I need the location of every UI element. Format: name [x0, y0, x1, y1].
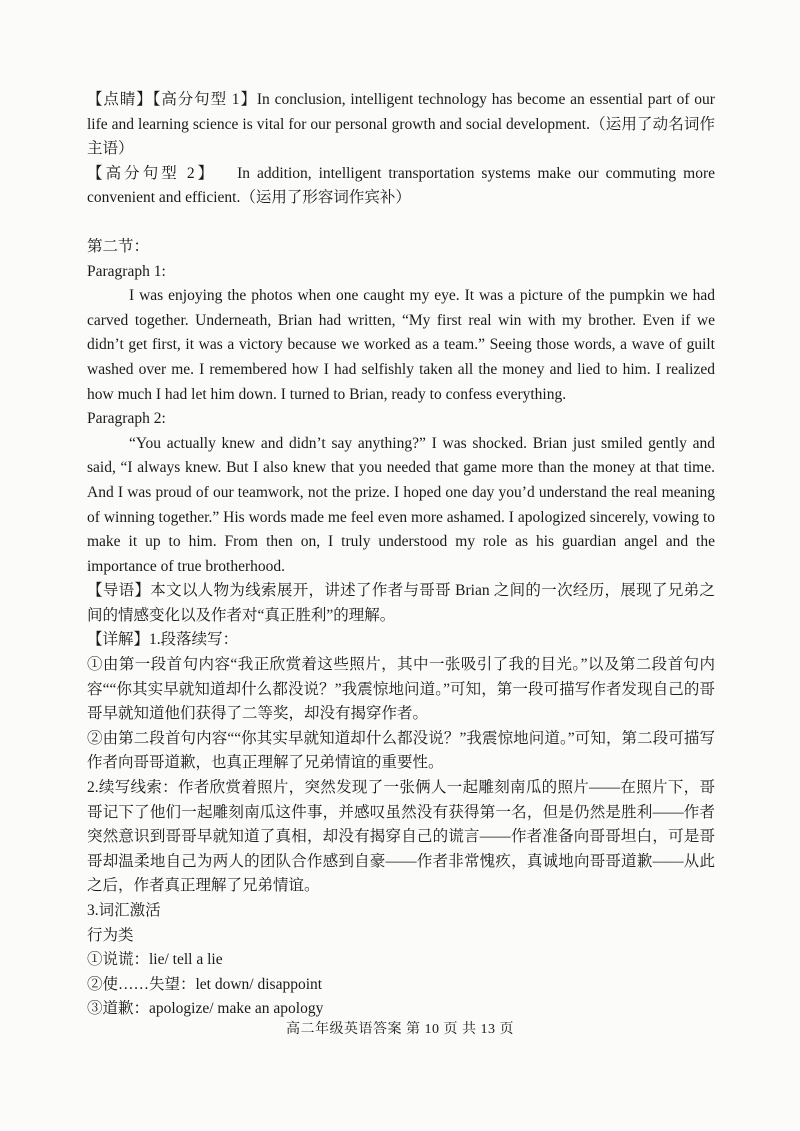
- paragraph-1-text: I was enjoying the photos when one caught my eye. It was a picture of the pumpkin we had carved together. Underneath, Brian had written, “My first real win with my brother. Even if we didn’t get first, it was a victory because we worked as a team.” Seeing those words, a wave of guilt washed over me. I remembered how I had selfishly taken all the money and lied to him. I realized how much I had let him down. I turned to Brian, ready to confess everything.: [87, 287, 715, 403]
- sentence-pattern-2-label: 【高分句型 2】: [87, 164, 217, 182]
- paragraph-2-label: Paragraph 2:: [87, 410, 166, 428]
- document-body: [87, 88, 719, 1022]
- vocab-item: ③道歉：apologize/ make an apology: [87, 1000, 324, 1018]
- sentence-pattern-1-text: In conclusion, intelligent technology has become an essential part of our life and learning science is vital for our personal growth and social development.（运用了动名词作主语）: [87, 91, 715, 158]
- daodu-paragraph: [87, 579, 715, 628]
- dianjing-tag: 【点睛】: [87, 91, 153, 108]
- xiangjie-label: 【详解】: [87, 631, 150, 649]
- daodu-text: 本文以人物为线索展开，讲述了作者与哥哥 Brian 之间的一次经历，展现了兄弟之间的情感变化以及作者对“真正胜利”的理解。: [87, 582, 715, 624]
- paragraph-1-label: Paragraph 1:: [87, 262, 166, 280]
- daodu-label: 【导语】: [87, 582, 151, 600]
- sentence-pattern-2-text: In addition, intelligent transportation systems make our commuting more convenient and efficient.（运用了形容词作宾补）: [87, 164, 719, 207]
- dianjing-paragraph-2: [87, 162, 719, 211]
- vocab-item: ②使……失望：let down/ disappoint: [87, 975, 323, 993]
- page-footer: 高二年级英语答案 第 10 页 共 13 页: [286, 1022, 514, 1037]
- paragraph-2-text: “You actually knew and didn’t say anything?” I was shocked. Brian just smiled gently and said, “I always knew. But I also knew that you needed that game more than the money at that time. And I was proud of our teamwork, not the prize. I hoped one day you’d understand the real meaning of winning together.” His words made me feel even more ashamed. I apologized sincerely, vowing to make it up to him. From then on, I truly understood my role as his guardian angel and the importance of true brotherhood.: [87, 434, 715, 575]
- vocab-category: 行为类: [87, 926, 134, 944]
- section-heading: 第二节：: [87, 237, 150, 255]
- spacer: [87, 211, 715, 235]
- item-1-b: ②由第二段首句内容““你其实早就知道却什么都没说？”我震惊地问道。”可知，第二段可描写作者向哥哥道歉，也真正理解了兄弟情谊的重要性。: [87, 729, 715, 772]
- item-1-title: 1.段落续写：: [149, 631, 239, 649]
- item-1-a: ①由第一段首句内容“我正欣赏着这些照片，其中一张吸引了我的目光。”以及第二段首句内容““你其实早就知道却什么都没说？”我震惊地问道。”可知，第一段可描写作者发现自己的哥哥早就知道他们获得了二等奖，却没有揭穿作者。: [87, 656, 715, 723]
- sentence-pattern-1-label: 【高分句型 1】: [152, 91, 257, 108]
- dianjing-paragraph-1: [87, 88, 715, 162]
- vocab-item: ①说谎：lie/ tell a lie: [87, 951, 223, 969]
- xiangjie-heading: [87, 628, 715, 653]
- item-2-clues: 2.续写线索：作者欣赏着照片，突然发现了一张俩人一起雕刻南瓜的照片——在照片下，哥哥记下了他们一起雕刻南瓜这件事，并感叹虽然没有获得第一名，但是仍然是胜利——作者突然意识到哥哥早就知道了真相，却没有揭穿自己的谎言——作者准备向哥哥坦白，可是哥哥却温柔地自己为两人的团队合作感到自豪——作者非常愧疚，真诚地向哥哥道歉——从此之后，作者真正理解了兄弟情谊。: [87, 779, 715, 895]
- item-3-title: 3.词汇激活: [87, 902, 161, 919]
